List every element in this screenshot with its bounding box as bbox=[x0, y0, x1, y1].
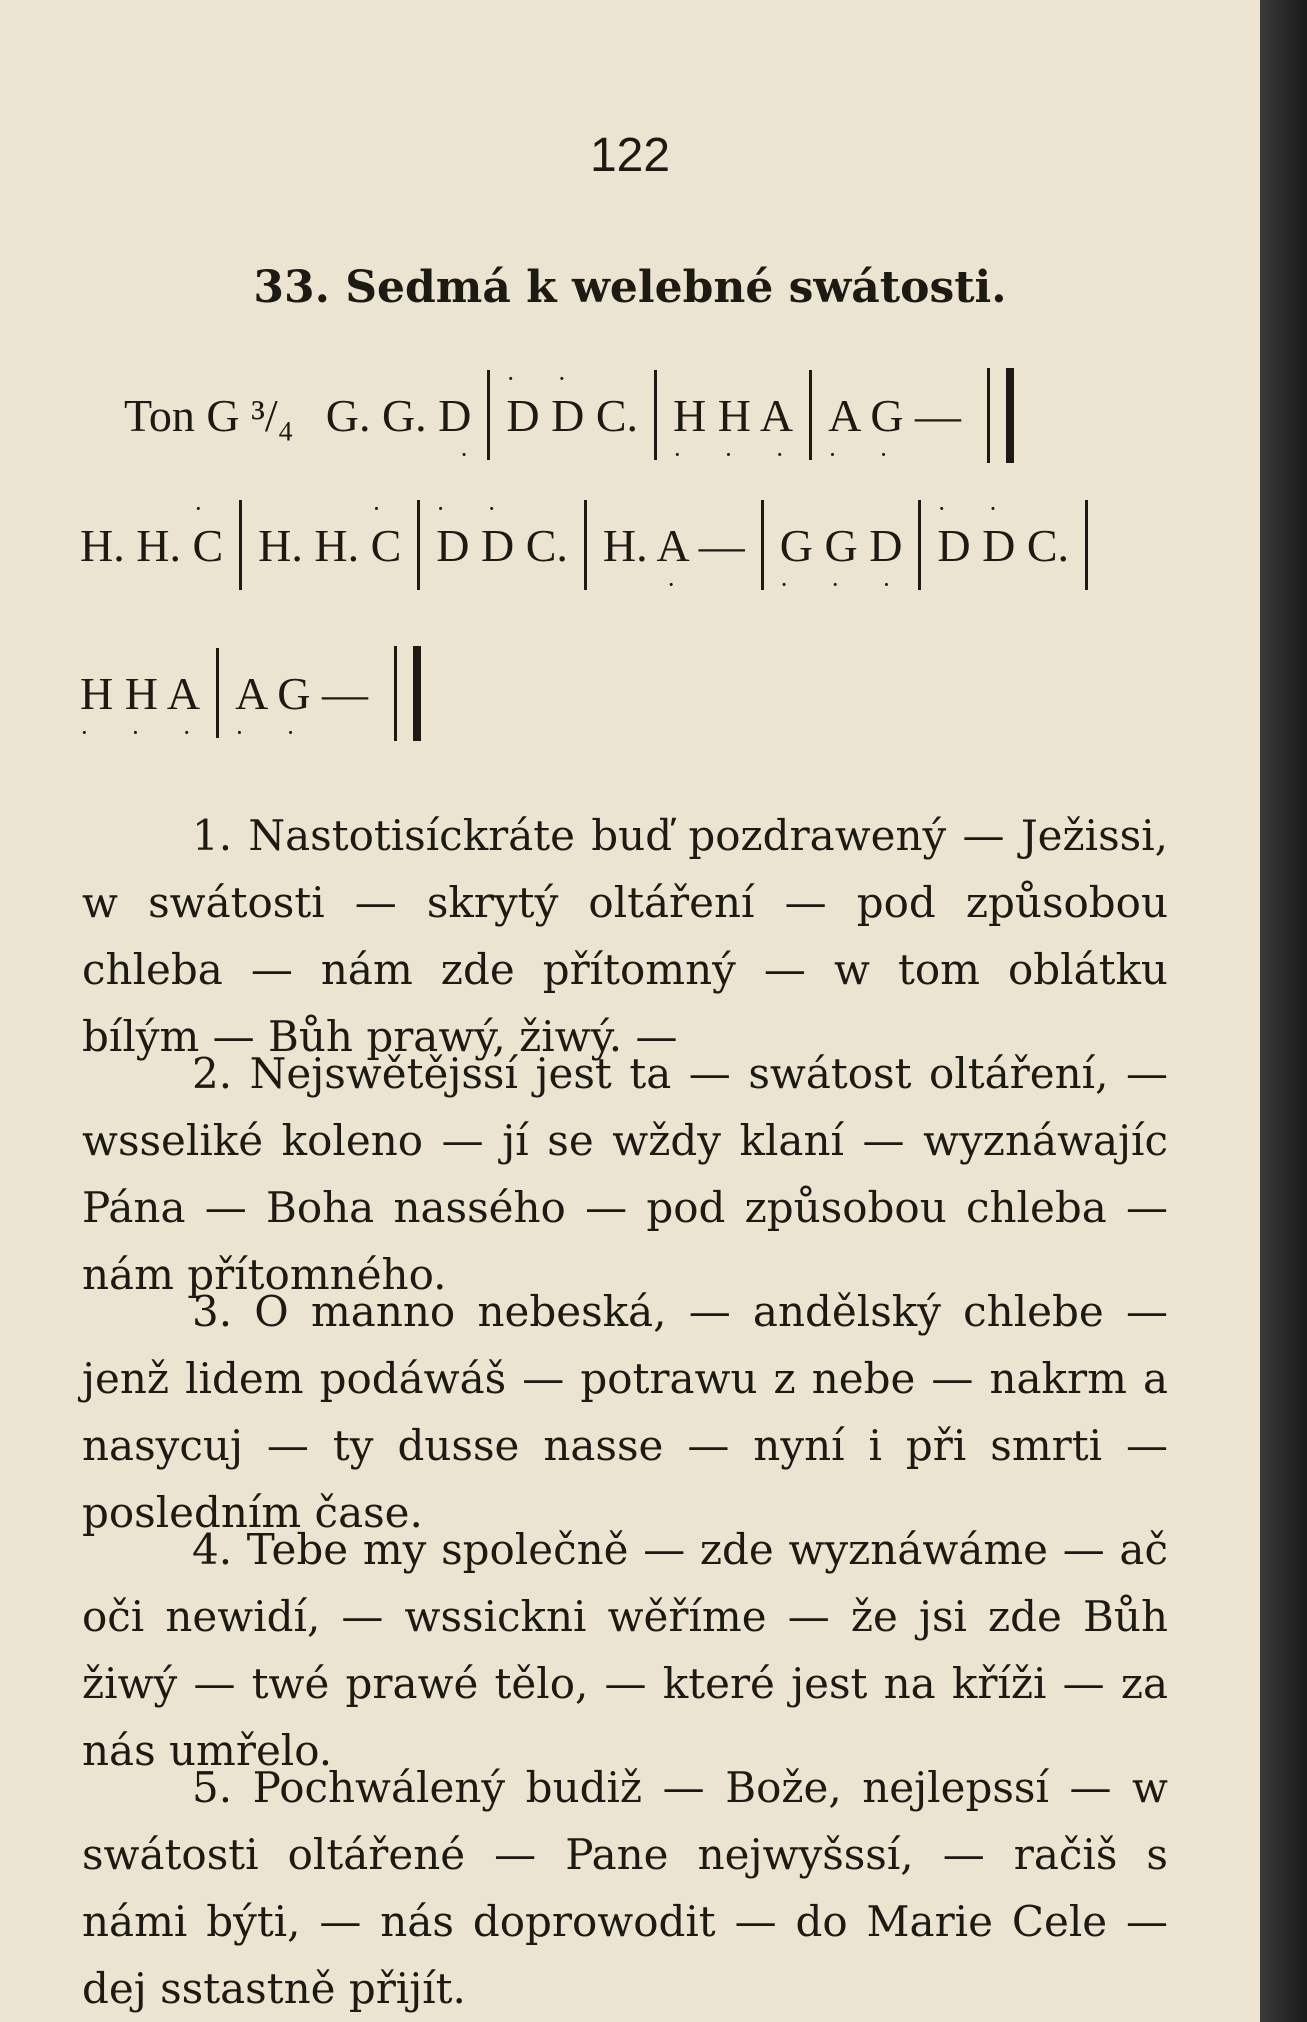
music-notation-row-1 bbox=[124, 364, 1014, 469]
stanza-1: 1. Nastotisíckráte buď pozdrawený — Ježissi, w swátosti — skrytý oltáření — pod způsobou chleba — nám zde přítomný — w tom oblátku bílým — Bůh prawý, žiwý. — bbox=[82, 811, 1168, 1061]
measure-notes: A G — bbox=[235, 667, 369, 719]
measure-notes: H H A bbox=[80, 667, 201, 719]
octave-dots: · bbox=[372, 494, 399, 523]
stanza-5: 5. Pochwálený budiž — Bože, nejlepssí — w swátosti oltářené — Pane nejwyšssí, — račiš s námi býti, — nás doprowodit — do Marie Cele — dej sstastně přijít. bbox=[82, 1763, 1168, 2013]
measure bbox=[216, 648, 384, 747]
stanza-4: 4. Tebe my společně — zde wyznáwáme — ač oči newidí, — wssickni wěříme — že jsi zde Bůh žiwý — twé prawé tělo, — které jest na kříži — za nás umřelo. bbox=[82, 1525, 1168, 1775]
octave-dots: · · bbox=[506, 364, 585, 393]
octave-dots: · · bbox=[235, 718, 313, 747]
measure bbox=[239, 494, 417, 590]
measure bbox=[654, 370, 809, 469]
page-number: 122 bbox=[589, 129, 671, 182]
measure bbox=[584, 500, 761, 599]
measure-notes: H H A bbox=[673, 389, 794, 441]
measure bbox=[417, 494, 584, 590]
page-edge bbox=[1260, 0, 1307, 2022]
measure bbox=[487, 364, 654, 460]
measure bbox=[918, 494, 1085, 590]
measure-notes: D D C. bbox=[937, 519, 1070, 571]
octave-dots: · · · bbox=[80, 718, 209, 747]
measure-notes: D D C. bbox=[436, 519, 568, 571]
octave-dots: · · bbox=[937, 494, 1016, 523]
measure bbox=[761, 500, 919, 599]
octave-dots: · bbox=[666, 570, 694, 599]
octave-dots: · bbox=[459, 440, 487, 469]
measure bbox=[64, 494, 239, 590]
measure-notes: H. A — bbox=[602, 519, 745, 571]
octave-dots: · · · bbox=[673, 440, 802, 469]
stanza-2: 2. Nejswětějssí jest ta — swátost oltáření, — wsseliké koleno — jí se wždy klaní — wyznáwajíc Pána — Boha nassého — pod způsobou chleba — nám přítomného. bbox=[82, 1049, 1168, 1299]
final-barline bbox=[394, 646, 421, 741]
measure-notes: A G — bbox=[828, 389, 962, 441]
music-notation-row-2 bbox=[64, 494, 1088, 599]
octave-dots: · · bbox=[828, 440, 906, 469]
octave-dots: · bbox=[194, 494, 221, 523]
measure-notes: H. H. C bbox=[258, 519, 402, 571]
octave-dots: · · bbox=[436, 494, 515, 523]
measure bbox=[809, 370, 977, 469]
key-label: Ton G ³/₄ bbox=[124, 389, 294, 441]
music-notation-row-3 bbox=[64, 648, 421, 747]
measure-notes: G G D bbox=[779, 519, 903, 571]
octave-dots: · · · bbox=[779, 570, 909, 599]
measure bbox=[64, 648, 216, 747]
stanza-3: 3. O manno nebeská, — andělský chlebe — jenž lidem podáwáš — potrawu z nebe — nakrm a nasycuj — ty dusse nasse — nyní i při smrti — posledním čase. bbox=[82, 1287, 1168, 1537]
measure-notes: H. H. C bbox=[80, 519, 224, 571]
hymn-title: 33. Sedmá k welebné swátosti. bbox=[253, 262, 1007, 313]
final-barline bbox=[987, 368, 1014, 463]
key-signature bbox=[124, 370, 310, 460]
measure-notes: D D C. bbox=[506, 389, 639, 441]
barline bbox=[1085, 500, 1088, 590]
measure-notes: G. G. D bbox=[325, 389, 472, 441]
measure bbox=[310, 370, 488, 469]
